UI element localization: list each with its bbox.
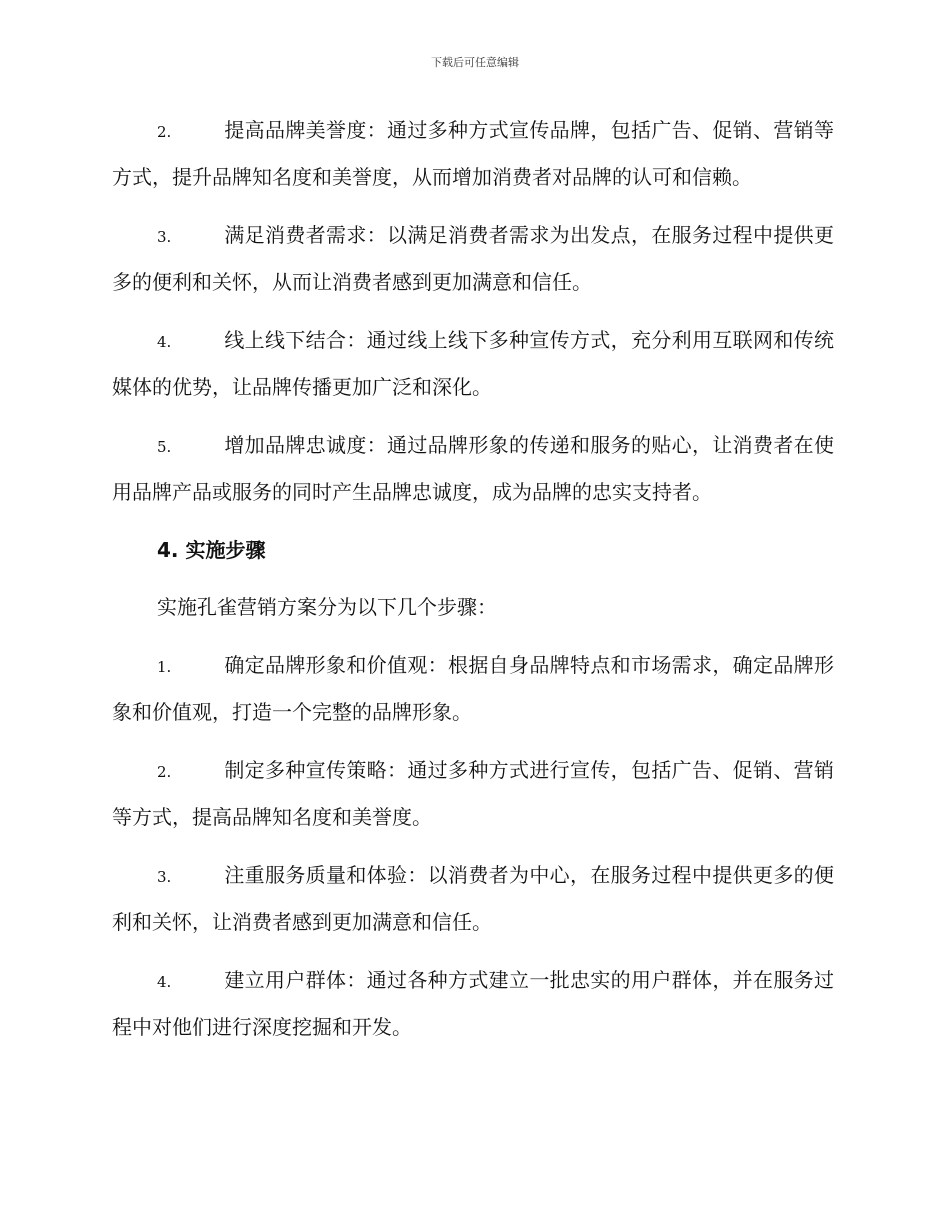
section-title: 4. 实施步骤: [157, 538, 266, 562]
list-item: [112, 108, 834, 200]
list-item: [112, 318, 834, 410]
list-item-number: 4.: [157, 333, 172, 351]
list-item: [112, 958, 834, 1050]
list-item: [112, 748, 834, 840]
list-item-text: 注重服务质量和体验：以消费者为中心，在服务过程中提供更多的便利和关怀，让消费者感到更加满意和信任。: [112, 863, 834, 934]
list-item: [112, 423, 834, 515]
list-item-text: 提高品牌美誉度：通过多种方式宣传品牌，包括广告、促销、营销等方式，提升品牌知名度和美誉度，从而增加消费者对品牌的认可和信赖。: [112, 118, 834, 189]
list-item: [112, 643, 834, 735]
document-body: [112, 108, 834, 1063]
list-item-text: 增加品牌忠诚度：通过品牌形象的传递和服务的贴心，让消费者在使用品牌产品或服务的同时产生品牌忠诚度，成为品牌的忠实支持者。: [112, 433, 834, 504]
list-item-number: 3.: [157, 868, 172, 886]
list-item: [112, 853, 834, 945]
list-item-number: 1.: [157, 658, 172, 676]
list-item-number: 5.: [157, 438, 172, 456]
list-item-text: 制定多种宣传策略：通过多种方式进行宣传，包括广告、促销、营销等方式，提高品牌知名度和美誉度。: [112, 758, 834, 829]
list-item-number: 2.: [157, 123, 172, 141]
list-item-number: 3.: [157, 228, 172, 246]
list-item-text: 满足消费者需求：以满足消费者需求为出发点，在服务过程中提供更多的便利和关怀，从而让消费者感到更加满意和信任。: [112, 223, 834, 294]
header-note: 下载后可任意编辑: [431, 56, 519, 69]
list-item-number: 4.: [157, 973, 172, 991]
list-item: [112, 213, 834, 305]
list-item-text: 确定品牌形象和价值观：根据自身品牌特点和市场需求，确定品牌形象和价值观，打造一个完整的品牌形象。: [112, 653, 834, 724]
list-item-text: 建立用户群体：通过各种方式建立一批忠实的用户群体，并在服务过程中对他们进行深度挖掘和开发。: [112, 968, 834, 1039]
section-intro: 实施孔雀营销方案分为以下几个步骤：: [157, 595, 497, 619]
list-item-number: 2.: [157, 763, 172, 781]
list-item-text: 线上线下结合：通过线上线下多种宣传方式，充分利用互联网和传统媒体的优势，让品牌传播更加广泛和深化。: [112, 328, 834, 399]
